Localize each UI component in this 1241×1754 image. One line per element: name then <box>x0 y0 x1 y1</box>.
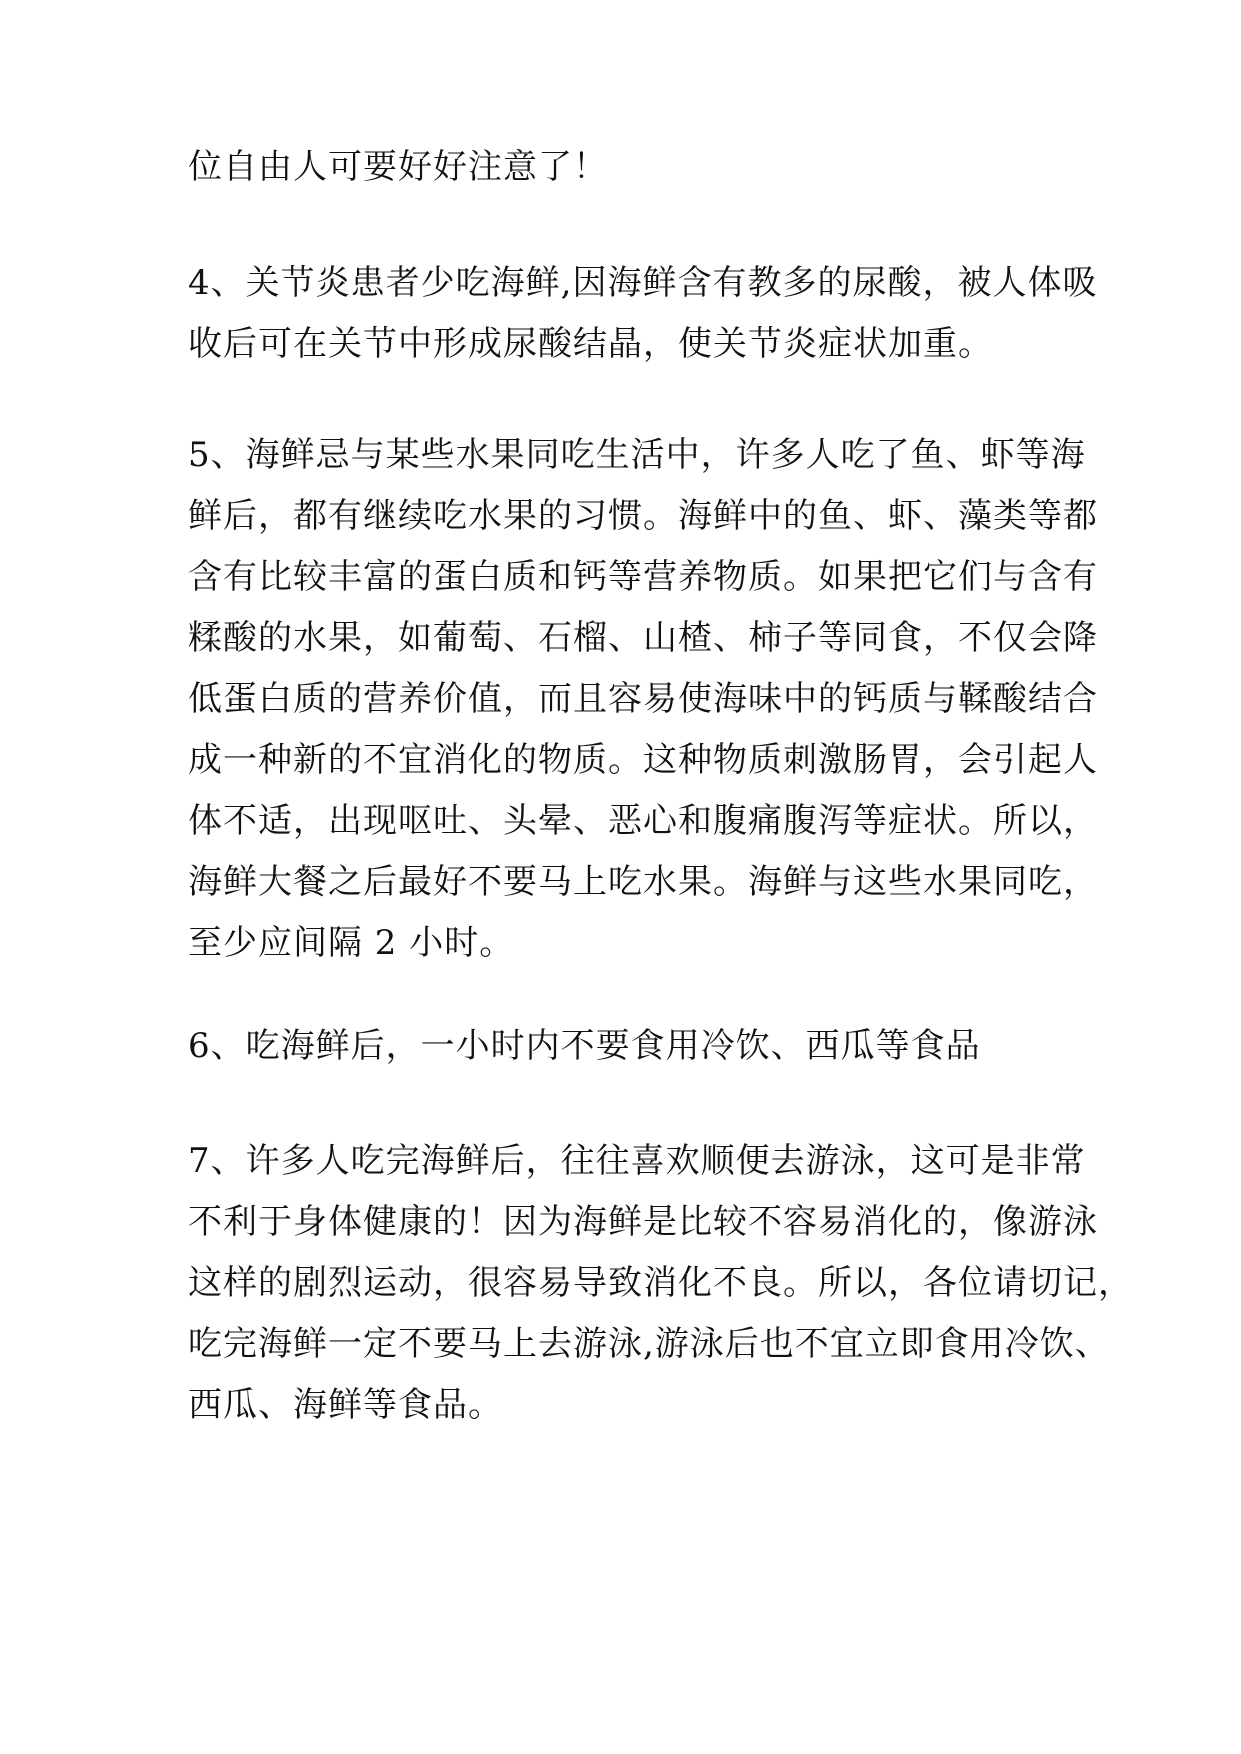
text-line: 糅酸的水果，如葡萄、石榴、山楂、柿子等同食，不仅会降 <box>188 618 1098 658</box>
text-line: 4、关节炎患者少吃海鲜,因海鲜含有教多的尿酸，被人体吸 <box>188 263 1098 303</box>
text-line: 不利于身体健康的！因为海鲜是比较不容易消化的，像游泳 <box>188 1202 1098 1242</box>
paragraph-intro-tail <box>188 137 1063 198</box>
paragraph-item-4 <box>188 253 1098 375</box>
text-line: 西瓜、海鲜等食品。 <box>188 1385 503 1425</box>
text-line: 至少应间隔 2 小时。 <box>188 923 515 963</box>
text-line: 5、海鲜忌与某些水果同吃生活中，许多人吃了鱼、虾等海 <box>188 435 1086 475</box>
text-line: 这样的剧烈运动，很容易导致消化不良。所以，各位请切记， <box>188 1263 1133 1303</box>
paragraph-item-7 <box>188 1131 1133 1436</box>
text-line: 6、吃海鲜后，一小时内不要食用冷饮、西瓜等食品 <box>188 1026 981 1066</box>
text-line: 7、许多人吃完海鲜后，往往喜欢顺便去游泳，这可是非常 <box>188 1141 1086 1181</box>
text-line: 收后可在关节中形成尿酸结晶，使关节炎症状加重。 <box>188 324 993 364</box>
text-line: 含有比较丰富的蛋白质和钙等营养物质。如果把它们与含有 <box>188 557 1098 597</box>
text-line: 成一种新的不宜消化的物质。这种物质刺激肠胃，会引起人 <box>188 740 1098 780</box>
text-line: 体不适，出现呕吐、头晕、恶心和腹痛腹泻等症状。所以， <box>188 801 1098 841</box>
text-line: 鲜后，都有继续吃水果的习惯。海鲜中的鱼、虾、藻类等都 <box>188 496 1098 536</box>
paragraph-item-6 <box>188 1016 1063 1077</box>
paragraph-item-5 <box>188 425 1098 974</box>
text-line: 吃完海鲜一定不要马上去游泳,游泳后也不宜立即食用冷饮、 <box>188 1324 1110 1364</box>
text-line: 低蛋白质的营养价值，而且容易使海味中的钙质与鞣酸结合 <box>188 679 1098 719</box>
text-line: 位自由人可要好好注意了！ <box>188 147 608 187</box>
text-line: 海鲜大餐之后最好不要马上吃水果。海鲜与这些水果同吃， <box>188 862 1098 902</box>
